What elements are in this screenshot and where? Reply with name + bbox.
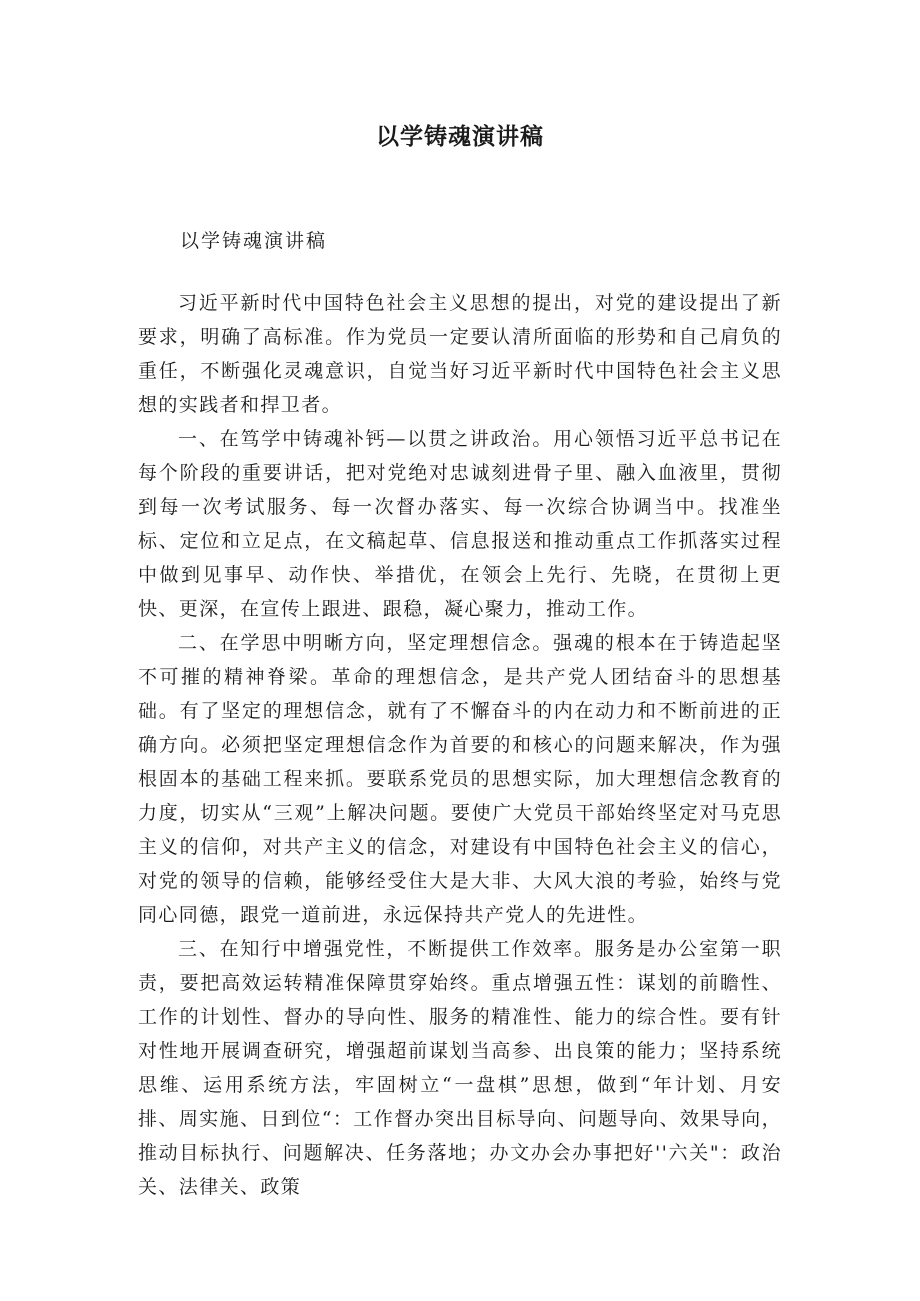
document-subtitle: 以学铸魂演讲稿 <box>180 230 328 252</box>
document-body <box>138 286 782 1204</box>
paragraph-intro: 习近平新时代中国特色社会主义思想的提出，对党的建设提出了新要求，明确了高标准。作为党员一定要认清所面临的形势和自己肩负的重任，不断强化灵魂意识，自觉当好习近平新时代中国特色社会主义思想的实践者和捍卫者。 <box>138 292 782 416</box>
paragraph-section-2: 二、在学思中明晰方向，坚定理想信念。强魂的根本在于铸造起坚不可摧的精神脊梁。革命的理想信念，是共产党人团结奋斗的思想基础。有了坚定的理想信念，就有了不懈奋斗的内在动力和不断前进的正确方向。必须把坚定理想信念作为首要的和核心的问题来解决，作为强根固本的基础工程来抓。要联系党员的思想实际，加大理想信念教育的力度，切实从“三观”上解决问题。要使广大党员干部始终坚定对马克思主义的信仰，对共产主义的信念，对建设有中国特色社会主义的信心，对党的领导的信赖，能够经受住大是大非、大风大浪的考验，始终与党同心同德，跟党一道前进，永远保持共产党人的先进性。 <box>138 632 782 926</box>
paragraph-section-1: 一、在笃学中铸魂补钙—以贯之讲政治。用心领悟习近平总书记在每个阶段的重要讲话，把对党绝对忠诚刻进骨子里、融入血液里，贯彻到每一次考试服务、每一次督办落实、每一次综合协调当中。找准坐标、定位和立足点，在文稿起草、信息报送和推动重点工作抓落实过程中做到见事早、动作快、举措优，在领会上先行、先晓，在贯彻上更快、更深，在宣传上跟进、跟稳，凝心聚力，推动工作。 <box>138 428 782 620</box>
document-title: 以学铸魂演讲稿 <box>376 124 544 150</box>
paragraph-section-3: 三、在知行中增强党性，不断提供工作效率。服务是办公室第一职责，要把高效运转精准保障贯穿始终。重点增强五性：谋划的前瞻性、工作的计划性、督办的导向性、服务的精准性、能力的综合性。要有针对性地开展调查研究，增强超前谋划当高参、出良策的能力；坚持系统思维、运用系统方法，牢固树立“一盘棋”思想，做到“年计划、月安排、周实施、日到位“：工作督办突出目标导向、问题导向、效果导向，推动目标执行、问题解决、任务落地；办文办会办事把好''六关"：政治关、法律关、政策 <box>138 938 782 1198</box>
